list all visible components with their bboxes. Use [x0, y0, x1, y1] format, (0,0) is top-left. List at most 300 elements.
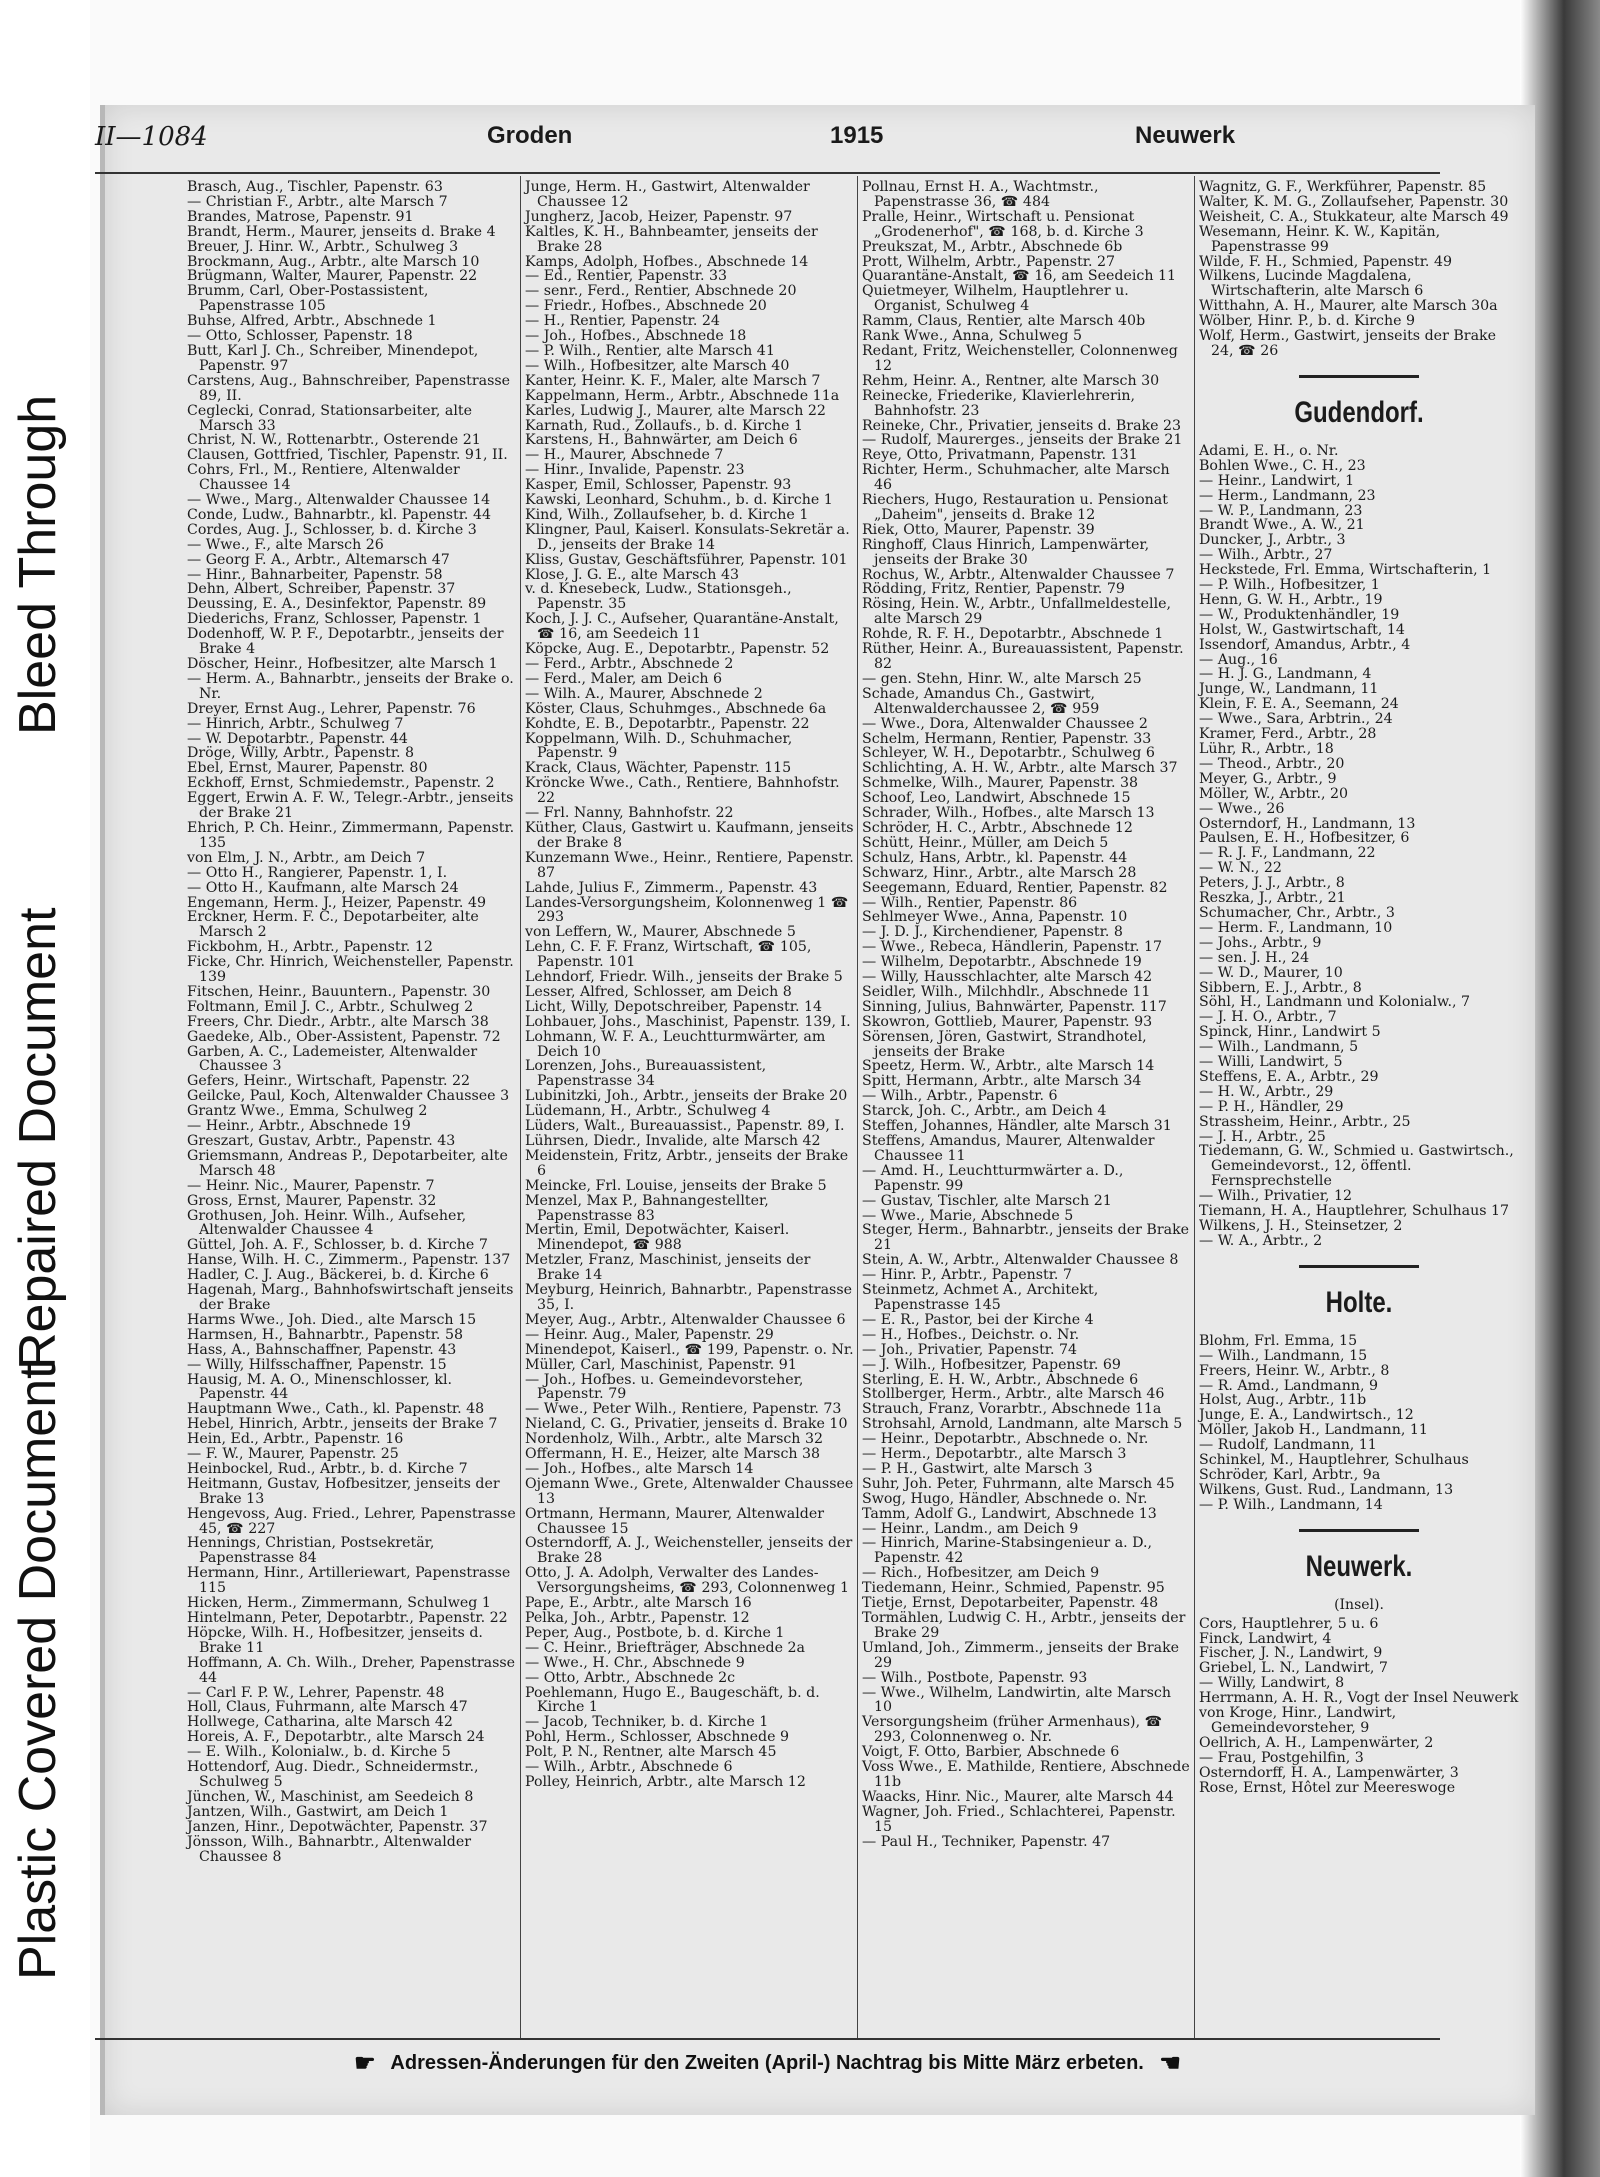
- directory-entry: Janzen, Hinr., Depotwächter, Papenstr. 37: [187, 1818, 488, 1835]
- directory-entry: Junge, E. A., Landwirtsch., 12: [1199, 1407, 1414, 1424]
- directory-entry: — Amd. H., Leuchtturmwärter a. D., Papenstr. 99: [862, 1162, 1124, 1194]
- directory-entry: Reye, Otto, Privatmann, Papenstr. 131: [862, 447, 1138, 464]
- page-header: [95, 122, 1440, 162]
- directory-entry: Breuer, J. Hinr. W., Arbtr., Schulweg 3: [187, 238, 459, 255]
- directory-entry: Reinecke, Friederike, Klavierlehrerin, Bahnhofstr. 23: [862, 387, 1136, 419]
- directory-entry: Schelm, Hermann, Rentier, Papenstr. 33: [862, 730, 1152, 747]
- directory-entry: Kohdte, E. B., Depotarbtr., Papenstr. 22: [525, 715, 810, 732]
- directory-entry: — Heinr., Landwirt, 1: [1199, 472, 1355, 489]
- directory-entry: Heitmann, Gustav, Hofbesitzer, jenseits der Brake 13: [187, 1475, 500, 1507]
- directory-entry: Bohlen Wwe., C. H., 23: [1199, 457, 1366, 474]
- directory-entry: Strassheim, Heinr., Arbtr., 25: [1199, 1113, 1411, 1130]
- directory-entry: Harms Wwe., Joh. Died., alte Marsch 15: [187, 1311, 477, 1328]
- header-left-title: Groden: [487, 122, 573, 149]
- directory-entry: — W. Depotarbtr., Papenstr. 44: [187, 730, 408, 747]
- directory-entry: Lohbauer, Johs., Maschinist, Papenstr. 139, I.: [525, 1013, 851, 1030]
- directory-entry: — Herm., Depotarbtr., alte Marsch 3: [862, 1446, 1127, 1463]
- directory-entry: Lüders, Walt., Bureauassist., Papenstr. 89, I.: [525, 1118, 845, 1135]
- directory-entry: — R. Amd., Landmann, 9: [1199, 1377, 1379, 1394]
- directory-entry: Quarantäne-Anstalt, ☎ 16, am Seedeich 11: [862, 268, 1177, 285]
- directory-entry: — Rudolf, Maurerges., jenseits der Brake 21: [862, 432, 1183, 449]
- directory-entry: Issendorf, Amandus, Arbtr., 4: [1199, 636, 1411, 653]
- directory-entry: — Christian F., Arbtr., alte Marsch 7: [187, 193, 448, 210]
- directory-entry: Griebel, L. N., Landwirt, 7: [1199, 1660, 1388, 1677]
- directory-entry: Brandt Wwe., A. W., 21: [1199, 517, 1365, 534]
- side-banner: [0, 0, 90, 2177]
- directory-entry: Hengevoss, Aug. Fried., Lehrer, Papenstrasse 45, ☎ 227: [187, 1505, 516, 1537]
- directory-entry: — Wilh. A., Maurer, Abschnede 2: [525, 685, 763, 702]
- directory-entry: — Paul H., Techniker, Papenstr. 47: [862, 1833, 1111, 1850]
- directory-entry: — Theod., Arbtr., 20: [1199, 755, 1345, 772]
- directory-entry: Tormählen, Ludwig C. H., Arbtr., jenseits der Brake 29: [862, 1610, 1186, 1641]
- directory-entry: Duncker, J., Arbtr., 3: [1199, 532, 1346, 549]
- directory-entry: Hanse, Wilh. H. C., Zimmerm., Papenstr. 137: [187, 1252, 511, 1269]
- directory-entry: Greszart, Gustav, Arbtr., Papenstr. 43: [187, 1133, 456, 1149]
- directory-entry: Cohrs, Frl., M., Rentiere, Altenwalder Chaussee 14: [187, 462, 460, 494]
- directory-entry: — R. J. F., Landmann, 22: [1199, 845, 1376, 862]
- directory-entry: Junge, Herm. H., Gastwirt, Altenwalder Chaussee 12: [525, 179, 810, 210]
- directory-entry: Schleyer, W. H., Depotarbtr., Schulweg 6: [862, 745, 1155, 762]
- directory-entry: — J. D. J., Kirchendiener, Papenstr. 8: [862, 924, 1123, 941]
- directory-entry: Lüdemann, H., Arbtr., Schulweg 4: [525, 1103, 771, 1120]
- directory-entry: Ehrich, P. Ch. Heinr., Zimmermann, Papenstr. 135: [187, 819, 515, 851]
- directory-entry: Skowron, Gottlieb, Maurer, Papenstr. 93: [862, 1013, 1153, 1030]
- directory-entry: Griemsmann, Andreas P., Depotarbeiter, alte Marsch 48: [187, 1147, 508, 1179]
- directory-entry: Grantz Wwe., Emma, Schulweg 2: [187, 1103, 428, 1120]
- directory-entry: — sen. J. H., 24: [1199, 949, 1310, 966]
- directory-entry: Brockmann, Aug., Arbtr., alte Marsch 10: [187, 253, 480, 270]
- directory-entry: — J. Wilh., Hofbesitzer, Papenstr. 69: [862, 1356, 1121, 1373]
- directory-entry: — Herm., Landmann, 23: [1199, 487, 1376, 504]
- directory-entry: Eggert, Erwin A. F. W., Telegr.-Arbtr., jenseits der Brake 21: [187, 790, 514, 822]
- directory-entry: — Willi, Landwirt, 5: [1199, 1054, 1343, 1071]
- directory-entry: Holst, Aug., Arbtr., 11b: [1199, 1392, 1367, 1409]
- directory-entry: Jünchen, W., Maschinist, am Seedeich 8: [187, 1788, 474, 1805]
- directory-entry: — W. N., 22: [1199, 860, 1282, 877]
- directory-entry: Diederichs, Franz, Schlosser, Papenstr. 1: [187, 611, 482, 628]
- directory-entry: Lesser, Alfred, Schlosser, am Deich 8: [525, 983, 792, 1000]
- directory-entry: Döscher, Heinr., Hofbesitzer, alte Marsch 1: [187, 656, 498, 672]
- place-heading: Holte.: [1325, 1285, 1393, 1319]
- bleed-through-label: Bleed Through: [9, 394, 67, 735]
- directory-entry: Adami, E. H., o. Nr.: [1199, 442, 1339, 459]
- directory-entry: — W. P., Landmann, 23: [1199, 502, 1363, 519]
- directory-entry: — Wilh., Landmann, 5: [1199, 1039, 1359, 1056]
- directory-entry: — Wwe., Peter Wilh., Rentiere, Papenstr. 73: [525, 1401, 842, 1418]
- directory-entry: Reszka, J., Arbtr., 21: [1199, 890, 1346, 907]
- directory-entry: Pelka, Joh., Arbtr., Papenstr. 12: [525, 1610, 750, 1626]
- directory-entry: Offermann, H. E., Heizer, alte Marsch 38: [525, 1446, 821, 1463]
- directory-entry: — Hinr., Invalide, Papenstr. 23: [525, 462, 745, 479]
- footer-notice: [95, 2049, 1440, 2078]
- directory-entry: Spinck, Hinr., Landwirt 5: [1199, 1024, 1381, 1041]
- directory-entry: Holst, W., Gastwirtschaft, 14: [1199, 621, 1405, 638]
- directory-entry: Pohl, Herm., Schlosser, Abschnede 9: [525, 1729, 790, 1746]
- directory-entry: — Joh., Hofbes., alte Marsch 14: [525, 1460, 754, 1477]
- directory-entry: Lühr, R., Arbtr., 18: [1199, 741, 1334, 757]
- directory-column-1: [187, 180, 517, 1864]
- directory-entry: — P. Wilh., Landmann, 14: [1199, 1496, 1383, 1513]
- directory-entry: Clausen, Gottfried, Tischler, Papenstr. 91, II.: [187, 447, 508, 464]
- directory-entry: — gen. Stehn, Hinr. W., alte Marsch 25: [862, 670, 1142, 687]
- directory-entry: Ojemann Wwe., Grete, Altenwalder Chaussee 13: [525, 1475, 854, 1507]
- directory-entry: Metzler, Franz, Maschinist, jenseits der Brake 14: [525, 1252, 811, 1284]
- directory-entry: — W. A., Arbtr., 2: [1199, 1232, 1323, 1249]
- directory-entry: Wilde, F. H., Schmied, Papenstr. 49: [1199, 253, 1453, 270]
- directory-entry: Gross, Ernst, Maurer, Papenstr. 32: [187, 1192, 437, 1209]
- directory-entry: Osterndorf, H., Landmann, 13: [1199, 815, 1416, 832]
- directory-entry: Pralle, Heinr., Wirtschaft u. Pensionat „Grodenerhof", ☎ 168, b. d. Kirche 3: [862, 208, 1144, 240]
- place-note: (Insel).: [1334, 1596, 1384, 1613]
- directory-entry: Henn, G. W. H., Arbtr., 19: [1199, 591, 1383, 608]
- directory-entry: Cordes, Aug. J., Schlosser, b. d. Kirche 3: [187, 521, 477, 538]
- directory-entry: von Leffern, W., Maurer, Abschnede 5: [525, 924, 796, 941]
- directory-entry: — H., Maurer, Abschnede 7: [525, 447, 724, 464]
- directory-entry: Dreyer, Ernst Aug., Lehrer, Papenstr. 76: [187, 700, 476, 717]
- directory-entry: — Wilh., Hofbesitzer, alte Marsch 40: [525, 357, 790, 374]
- directory-entry: — Herm. F., Landmann, 10: [1199, 919, 1393, 936]
- directory-entry: Ramm, Claus, Rentier, alte Marsch 40b: [862, 313, 1146, 330]
- directory-entry: Rödding, Fritz, Rentier, Papenstr. 79: [862, 581, 1125, 598]
- directory-entry: Finck, Landwirt, 4: [1199, 1630, 1332, 1647]
- directory-entry: Karstens, H., Bahnwärter, am Deich 6: [525, 432, 798, 449]
- directory-entry: — Heinr., Depotarbtr., Abschnede o. Nr.: [862, 1431, 1149, 1448]
- directory-entry: Polley, Heinrich, Arbtr., alte Marsch 12: [525, 1773, 806, 1790]
- directory-entry: Blohm, Frl. Emma, 15: [1199, 1332, 1358, 1349]
- directory-entry: Sehlmeyer Wwe., Anna, Papenstr. 10: [862, 909, 1128, 926]
- directory-entry: Köster, Claus, Schuhmges., Abschnede 6a: [525, 700, 827, 717]
- directory-entry: — Jacob, Techniker, b. d. Kirche 1: [525, 1714, 769, 1731]
- directory-entry: — Wilh., Arbtr., 27: [1199, 547, 1333, 564]
- directory-entry: — Hinr., Bahnarbeiter, Papenstr. 58: [187, 566, 443, 583]
- directory-entry: Schmelke, Wilh., Maurer, Papenstr. 38: [862, 775, 1139, 792]
- directory-entry: Fischer, J. N., Landwirt, 9: [1199, 1645, 1383, 1662]
- directory-entry: Hebel, Hinrich, Arbtr., jenseits der Brake 7: [187, 1416, 498, 1433]
- directory-entry: Swog, Hugo, Händler, Abschnede o. Nr.: [862, 1490, 1148, 1507]
- directory-entry: Klingner, Paul, Kaiserl. Konsulats-Sekretär a. D., jenseits der Brake 14: [525, 521, 850, 553]
- directory-entry: Hagenah, Marg., Bahnhofswirtschaft jenseits der Brake: [187, 1282, 514, 1313]
- directory-entry: Freers, Heinr. W., Arbtr., 8: [1199, 1362, 1390, 1379]
- directory-entry: Kawski, Leonhard, Schuhm., b. d. Kirche 1: [525, 492, 833, 509]
- directory-entry: Lubinitzki, Joh., Arbtr., jenseits der Brake 20: [525, 1088, 848, 1105]
- directory-entry: — Aug., 16: [1199, 651, 1278, 668]
- directory-entry: Steffens, E. A., Arbtr., 29: [1199, 1068, 1379, 1085]
- directory-entry: Weisheit, C. A., Stukkateur, alte Marsch 49: [1199, 208, 1509, 225]
- directory-entry: Lehndorf, Friedr. Wilh., jenseits der Brake 5: [525, 969, 843, 986]
- directory-entry: — Hinr. P., Arbtr., Papenstr. 7: [862, 1267, 1072, 1284]
- directory-entry: — C. Heinr., Briefträger, Abschnede 2a: [525, 1639, 806, 1656]
- directory-entry: Stollberger, Herm., Arbtr., alte Marsch 46: [862, 1386, 1165, 1403]
- directory-entry: Pollnau, Ernst H. A., Wachtmstr., Papenstrasse 36, ☎ 484: [862, 179, 1099, 210]
- directory-entry: Jantzen, Wilh., Gastwirt, am Deich 1: [187, 1803, 449, 1820]
- directory-entry: Poehlemann, Hugo E., Baugeschäft, b. d. Kirche 1: [525, 1684, 820, 1716]
- directory-entry: Reineke, Chr., Privatier, jenseits d. Brake 23: [862, 417, 1182, 434]
- directory-entry: — Carl F. P. W., Lehrer, Papenstr. 48: [187, 1684, 445, 1701]
- directory-entry: Koch, J. J. C., Aufseher, Quarantäne-Anstalt, ☎ 16, am Seedeich 11: [525, 611, 839, 643]
- directory-entry: Paulsen, E. H., Hofbesitzer, 6: [1199, 830, 1410, 847]
- page-number: II—1084: [95, 122, 208, 152]
- directory-entry: Gaedeke, Alb., Ober-Assistent, Papenstr. 72: [187, 1028, 501, 1045]
- directory-entry: — Wwe., Dora, Altenwalder Chaussee 2: [862, 715, 1148, 732]
- directory-entry: — Ed., Rentier, Papenstr. 33: [525, 268, 728, 285]
- directory-entry: Wölber, Hinr. P., b. d. Kirche 9: [1199, 313, 1416, 330]
- section-divider: [1299, 1265, 1419, 1268]
- directory-entry: Umland, Joh., Zimmerm., jenseits der Brake 29: [862, 1639, 1180, 1671]
- directory-entry: Güttel, Joh. A. F., Schlosser, b. d. Kirche 7: [187, 1237, 488, 1254]
- directory-entry: — Rudolf, Landmann, 11: [1199, 1437, 1377, 1454]
- directory-entry: — P. H., Gastwirt, alte Marsch 3: [862, 1460, 1093, 1477]
- pointing-hand-left-icon: ☚: [1159, 2050, 1181, 2077]
- directory-entry: Rose, Ernst, Hôtel zur Meereswoge: [1199, 1779, 1456, 1796]
- directory-entry: — H., Rentier, Papenstr. 24: [525, 313, 720, 330]
- directory-entry: Herrmann, A. H. R., Vogt der Insel Neuwerk: [1199, 1690, 1519, 1707]
- directory-entry: — Willy, Hilfsschaffner, Papenstr. 15: [187, 1356, 447, 1373]
- directory-entry: — E. R., Pastor, bei der Kirche 4: [862, 1311, 1094, 1328]
- directory-entry: Stein, A. W., Arbtr., Altenwalder Chaussee 8: [862, 1252, 1179, 1269]
- directory-entry: — Otto, Arbtr., Abschnede 2c: [525, 1669, 736, 1686]
- directory-entry: Starck, Joh. C., Arbtr., am Deich 4: [862, 1103, 1107, 1120]
- directory-entry: Horeis, A. F., Depotarbtr., alte Marsch 24: [187, 1729, 485, 1746]
- directory-entry: Jönsson, Wilh., Bahnarbtr., Altenwalder Chaussee 8: [187, 1833, 472, 1865]
- directory-entry: Richter, Herm., Schuhmacher, alte Marsch 46: [862, 462, 1170, 494]
- directory-entry: — J. H., Arbtr., 25: [1199, 1128, 1326, 1145]
- directory-entry: Ebel, Ernst, Maurer, Papenstr. 80: [187, 760, 428, 777]
- directory-entry: — Wwe., 26: [1199, 800, 1285, 817]
- directory-entry: Ortmann, Hermann, Maurer, Altenwalder Chaussee 15: [525, 1505, 825, 1537]
- directory-entry: Spitt, Hermann, Arbtr., alte Marsch 34: [862, 1073, 1142, 1090]
- directory-entry: Tietje, Ernst, Depotarbeiter, Papenstr. 48: [862, 1595, 1159, 1612]
- footer-rule: [95, 2038, 1440, 2040]
- directory-entry: Schulz, Hans, Arbtr., kl. Papenstr. 44: [862, 849, 1128, 866]
- directory-entry: Hennings, Christian, Postsekretär, Papenstrasse 84: [187, 1535, 435, 1567]
- directory-entry: Schoof, Leo, Landwirt, Abschnede 15: [862, 790, 1131, 807]
- directory-entry: — Joh., Privatier, Papenstr. 74: [862, 1341, 1078, 1358]
- directory-entry: Schlichting, A. H. W., Arbtr., alte Marsch 37: [862, 760, 1178, 777]
- directory-entry: — Otto, Schlosser, Papenstr. 18: [187, 328, 413, 345]
- directory-entry: Lohmann, W. F. A., Leuchtturmwärter, am Deich 10: [525, 1028, 826, 1060]
- directory-entry: Kasper, Emil, Schlosser, Papenstr. 93: [525, 477, 792, 494]
- directory-entry: Voss Wwe., E. Mathilde, Rentiere, Abschnede 11b: [862, 1759, 1190, 1790]
- directory-entry: — Wilh., Arbtr., Abschnede 6: [525, 1759, 733, 1776]
- directory-entry: Steinmetz, Achmet A., Architekt, Papenstrasse 145: [862, 1282, 1099, 1313]
- directory-entry: Rohde, R. F. H., Depotarbtr., Abschnede 1: [862, 626, 1164, 643]
- directory-entry: — senr., Ferd., Rentier, Abschnede 20: [525, 283, 797, 300]
- directory-entry: Peper, Aug., Postbote, b. d. Kirche 1: [525, 1624, 785, 1641]
- directory-entry: — Heinr. Nic., Maurer, Papenstr. 7: [187, 1177, 435, 1194]
- directory-entry: Speetz, Herm. W., Arbtr., alte Marsch 14: [862, 1058, 1155, 1075]
- directory-entry: — Wwe., Marie, Abschnede 5: [862, 1207, 1074, 1224]
- directory-entry: Carstens, Aug., Bahnschreiber, Papenstrasse 89, II.: [187, 372, 511, 404]
- directory-entry: Quietmeyer, Wilhelm, Hauptlehrer u. Organist, Schulweg 4: [862, 283, 1129, 315]
- directory-entry: Ceglecki, Conrad, Stationsarbeiter, alte Marsch 33: [187, 402, 473, 434]
- directory-entry: Sinning, Julius, Bahnwärter, Papenstr. 117: [862, 998, 1167, 1015]
- directory-entry: Peters, J. J., Arbtr., 8: [1199, 875, 1345, 892]
- directory-entry: Schröder, Karl, Arbtr., 9a: [1199, 1466, 1381, 1483]
- directory-entry: Seegemann, Eduard, Rentier, Papenstr. 82: [862, 879, 1168, 896]
- directory-entry: Rüther, Heinr. A., Bureauassistent, Papenstr. 82: [862, 641, 1184, 672]
- directory-entry: Schade, Amandus Ch., Gastwirt, Altenwalderchaussee 2, ☎ 959: [862, 685, 1100, 717]
- directory-entry: — Hinrich, Arbtr., Schulweg 7: [187, 715, 404, 732]
- directory-entry: Polt, P. N., Rentner, alte Marsch 45: [525, 1744, 777, 1761]
- directory-entry: Fickbohm, H., Arbtr., Papenstr. 12: [187, 939, 433, 956]
- pointing-hand-right-icon: ☛: [354, 2050, 376, 2077]
- directory-entry: Eckhoff, Ernst, Schmiedemstr., Papenstr. 2: [187, 775, 495, 792]
- directory-entry: Meyburg, Heinrich, Bahnarbtr., Papenstrasse 35, I.: [525, 1282, 853, 1313]
- directory-entry: Wesemann, Heinr. K. W., Kapitän, Papenstrasse 99: [1199, 223, 1441, 255]
- directory-entry: Ringhoff, Claus Hinrich, Lampenwärter, jenseits der Brake 30: [862, 536, 1150, 568]
- directory-entry: Dodenhoff, W. P. F., Depotarbtr., jenseits der Brake 4: [187, 626, 504, 658]
- directory-entry: Mertin, Emil, Depotwächter, Kaiserl. Minendepot, ☎ 988: [525, 1222, 790, 1254]
- directory-entry: Waacks, Hinr. Nic., Maurer, alte Marsch 44: [862, 1788, 1174, 1805]
- directory-entry: — Ferd., Maler, am Deich 6: [525, 670, 723, 687]
- directory-entry: Krack, Claus, Wächter, Papenstr. 115: [525, 760, 792, 777]
- directory-entry: Kliss, Gustav, Geschäftsführer, Papenstr. 101: [525, 551, 848, 568]
- section-divider: [1299, 375, 1419, 378]
- directory-entry: Harmsen, H., Bahnarbtr., Papenstr. 58: [187, 1326, 463, 1343]
- directory-entry: Rehm, Heinr. A., Rentner, alte Marsch 30: [862, 372, 1160, 389]
- directory-entry: Dröge, Willy, Arbtr., Papenstr. 8: [187, 745, 415, 762]
- directory-entry: Schinkel, M., Hauptlehrer, Schulhaus: [1199, 1452, 1469, 1469]
- directory-entry: Kind, Wilh., Zollaufseher, b. d. Kirche 1: [525, 506, 809, 523]
- directory-entry: Heinbockel, Rud., Arbtr., b. d. Kirche 7: [187, 1460, 468, 1477]
- directory-entry: Osterndorff, H. A., Lampenwärter, 3: [1199, 1764, 1459, 1781]
- header-right-title: Neuwerk: [1135, 122, 1236, 149]
- directory-entry: — Wwe., Marg., Altenwalder Chaussee 14: [187, 492, 491, 509]
- directory-entry: Holl, Claus, Fuhrmann, alte Marsch 47: [187, 1699, 468, 1716]
- directory-entry: Jungherz, Jacob, Heizer, Papenstr. 97: [525, 208, 793, 225]
- directory-entry: Lührsen, Diedr., Invalide, alte Marsch 42: [525, 1133, 821, 1149]
- directory-entry: — Wilh., Arbtr., Papenstr. 6: [862, 1088, 1058, 1105]
- directory-entry: — Joh., Hofbes. u. Gemeindevorsteher, Papenstr. 79: [525, 1371, 804, 1403]
- directory-entry: Foltmann, Emil J. C., Arbtr., Schulweg 2: [187, 998, 474, 1015]
- directory-entry: — J. H. O., Arbtr., 7: [1199, 1009, 1337, 1026]
- directory-entry: Garben, A. C., Lademeister, Altenwalder Chaussee 3: [187, 1043, 478, 1075]
- directory-entry: — E. Wilh., Kolonialw., b. d. Kirche 5: [187, 1744, 451, 1761]
- directory-entry: — Heinr., Landm., am Deich 9: [862, 1520, 1079, 1537]
- directory-entry: — Georg F. A., Arbtr., Altemarsch 47: [187, 551, 450, 568]
- directory-entry: Müller, Carl, Maschinist, Papenstr. 91: [525, 1356, 797, 1373]
- directory-entry: Kappelmann, Herm., Arbtr., Abschnede 11a: [525, 387, 840, 404]
- directory-entry: — H., Hofbes., Deichstr. o. Nr.: [862, 1326, 1080, 1343]
- directory-entry: Tiemann, H. A., Hauptlehrer, Schulhaus 17: [1199, 1203, 1510, 1220]
- place-heading: Gudendorf.: [1294, 395, 1424, 429]
- directory-entry: Buhse, Alfred, Arbtr., Abschnede 1: [187, 313, 437, 330]
- directory-entry: Wagnitz, G. F., Werkführer, Papenstr. 85: [1199, 179, 1487, 195]
- directory-entry: Kanter, Heinr. K. F., Maler, alte Marsch 7: [525, 372, 821, 389]
- directory-entry: Kaltles, K. H., Bahnbeamter, jenseits der Brake 28: [525, 223, 818, 255]
- directory-entry: Meincke, Frl. Louise, jenseits der Brake 5: [525, 1177, 827, 1194]
- directory-entry: Suhr, Joh. Peter, Fuhrmann, alte Marsch 45: [862, 1475, 1175, 1492]
- directory-entry: Wilkens, Lucinde Magdalena, Wirtschafterin, alte Marsch 6: [1199, 268, 1424, 300]
- directory-entry: Lehn, C. F. F. Franz, Wirtschaft, ☎ 105, Papenstr. 101: [525, 939, 812, 971]
- column-divider: [520, 176, 521, 2038]
- directory-entry: Wolf, Herm., Gastwirt, jenseits der Brake 24, ☎ 26: [1199, 328, 1497, 359]
- column-divider: [857, 176, 858, 2038]
- directory-entry: — Johs., Arbtr., 9: [1199, 934, 1322, 951]
- directory-entry: — W., Produktenhändler, 19: [1199, 606, 1400, 623]
- directory-entry: — Wwe., Rebeca, Händlerin, Papenstr. 17: [862, 939, 1163, 956]
- directory-entry: Menzel, Max P., Bahnangestellter, Papenstrasse 83: [525, 1192, 769, 1224]
- directory-entry: — Ferd., Arbtr., Abschnede 2: [525, 656, 734, 672]
- directory-entry: — Frl. Nanny, Bahnhofstr. 22: [525, 805, 734, 822]
- directory-entry: — Wilh., Postbote, Papenstr. 93: [862, 1669, 1088, 1686]
- directory-entry: Wilkens, Gust. Rud., Landmann, 13: [1199, 1481, 1454, 1498]
- directory-entry: Redant, Fritz, Weichensteller, Colonnenweg 12: [862, 342, 1178, 374]
- directory-entry: Köpcke, Aug. E., Depotarbtr., Papenstr. 52: [525, 641, 830, 658]
- directory-entry: Hauptmann Wwe., Cath., kl. Papenstr. 48: [187, 1401, 485, 1418]
- footer-text: Adressen-Änderungen für den Zweiten (April-) Nachtrag bis Mitte März erbeten.: [390, 2051, 1144, 2074]
- directory-entry: Karles, Ludwig J., Maurer, alte Marsch 22: [525, 402, 826, 419]
- directory-entry: Klose, J. G. E., alte Marsch 43: [525, 566, 740, 583]
- directory-entry: Schrader, Wilh., Hofbes., alte Marsch 13: [862, 805, 1155, 822]
- directory-entry: Höpcke, Wilh. H., Hofbesitzer, jenseits d. Brake 11: [187, 1624, 483, 1656]
- directory-entry: Osterndorff, A. J., Weichensteller, jenseits der Brake 28: [525, 1535, 853, 1567]
- directory-entry: Hollwege, Catharina, alte Marsch 42: [187, 1714, 453, 1731]
- directory-entry: — H. W., Arbtr., 29: [1199, 1083, 1334, 1100]
- directory-entry: Meidenstein, Fritz, Arbtr., jenseits der Brake 6: [525, 1147, 849, 1179]
- directory-entry: — P. Wilh., Hofbesitzer, 1: [1199, 577, 1380, 594]
- directory-entry: Kröncke Wwe., Cath., Rentiere, Bahnhofstr. 22: [525, 775, 840, 807]
- directory-entry: Hoffmann, A. Ch. Wilh., Dreher, Papenstrasse 44: [187, 1654, 516, 1686]
- directory-entry: Fitschen, Heinr., Bauuntern., Papenstr. 30: [187, 983, 491, 1000]
- directory-entry: Rochus, W., Arbtr., Altenwalder Chaussee 7: [862, 566, 1175, 583]
- directory-entry: v. d. Knesebeck, Ludw., Stationsgeh., Papenstr. 35: [525, 581, 792, 613]
- directory-entry: — P. H., Händler, 29: [1199, 1098, 1344, 1115]
- directory-entry: — F. W., Maurer, Papenstr. 25: [187, 1446, 399, 1463]
- directory-entry: Hass, A., Bahnschaffner, Papenstr. 43: [187, 1341, 457, 1358]
- directory-column-3: [862, 180, 1192, 1850]
- directory-entry: — W. D., Maurer, 10: [1199, 964, 1343, 981]
- directory-entry: Hausig, M. A. O., Minenschlosser, kl. Papenstr. 44: [187, 1371, 453, 1403]
- directory-entry: Lorenzen, Johs., Bureauassistent, Papenstrasse 34: [525, 1058, 767, 1090]
- directory-entry: Meyer, Aug., Arbtr., Altenwalder Chaussee 6: [525, 1311, 846, 1328]
- directory-entry: Küther, Claus, Gastwirt u. Kaufmann, jenseits der Brake 8: [525, 819, 854, 851]
- directory-entry: Erckner, Herm. F. C., Depotarbeiter, alte Marsch 2: [187, 909, 479, 941]
- directory-entry: — Wwe., H. Chr., Abschnede 9: [525, 1654, 745, 1671]
- directory-entry: Tamm, Adolf G., Landwirt, Abschnede 13: [862, 1505, 1157, 1522]
- directory-entry: Pape, E., Arbtr., alte Marsch 16: [525, 1595, 752, 1612]
- directory-entry: Koppelmann, Wilh. D., Schuhmacher, Papenstr. 9: [525, 730, 793, 762]
- directory-entry: — Wilh., Privatier, 12: [1199, 1188, 1353, 1205]
- directory-entry: Steger, Herm., Bahnarbtr., jenseits der Brake 21: [862, 1222, 1190, 1254]
- directory-entry: Hein, Ed., Arbtr., Papenstr. 16: [187, 1431, 404, 1448]
- directory-entry: Möller, W., Arbtr., 20: [1199, 785, 1349, 802]
- directory-entry: Conde, Ludw., Bahnarbtr., kl. Papenstr. 44: [187, 506, 492, 523]
- directory-entry: Nieland, C. G., Privatier, jenseits d. Brake 10: [525, 1416, 848, 1433]
- directory-entry: Hottendorf, Aug. Diedr., Schneidermstr., Schulweg 5: [187, 1759, 479, 1790]
- directory-entry: Freers, Chr. Diedr., Arbtr., alte Marsch 38: [187, 1013, 489, 1030]
- directory-entry: Steffens, Amandus, Maurer, Altenwalder Chaussee 11: [862, 1133, 1155, 1164]
- column-divider: [1194, 176, 1195, 2038]
- directory-entry: Voigt, F. Otto, Barbier, Abschnede 6: [862, 1744, 1120, 1761]
- directory-entry: Hadler, C. J. Aug., Bäckerei, b. d. Kirche 6: [187, 1267, 489, 1284]
- directory-entry: — Heinr., Arbtr., Abschnede 19: [187, 1118, 411, 1135]
- directory-entry: Wilkens, J. H., Steinsetzer, 2: [1199, 1218, 1403, 1234]
- directory-entry: Brasch, Aug., Tischler, Papenstr. 63: [187, 179, 443, 195]
- directory-entry: Strauch, Franz, Vorarbtr., Abschnede 11a: [862, 1401, 1162, 1418]
- directory-entry: Wagner, Joh. Fried., Schlachterei, Papenstr. 15: [862, 1803, 1176, 1835]
- directory-entry: Brügmann, Walter, Maurer, Papenstr. 22: [187, 268, 478, 285]
- directory-entry: Engemann, Herm. J., Heizer, Papenstr. 49: [187, 894, 486, 911]
- directory-entry: Deussing, E. A., Desinfektor, Papenstr. 89: [187, 596, 487, 613]
- directory-entry: Seidler, Wilh., Milchhdlr., Abschnede 11: [862, 983, 1151, 1000]
- directory-entry: — Joh., Hofbes., Abschnede 18: [525, 328, 747, 345]
- directory-entry: Heckstede, Frl. Emma, Wirtschafterin, 1: [1199, 562, 1492, 579]
- directory-entry: Hintelmann, Peter, Depotarbtr., Papenstr. 22: [187, 1610, 508, 1626]
- directory-entry: — Willy, Hausschlachter, alte Marsch 42: [862, 969, 1153, 986]
- directory-entry: — Otto H., Rangierer, Papenstr. 1, I.: [187, 864, 448, 881]
- directory-entry: — Wilhelm, Depotarbtr., Abschnede 19: [862, 954, 1142, 971]
